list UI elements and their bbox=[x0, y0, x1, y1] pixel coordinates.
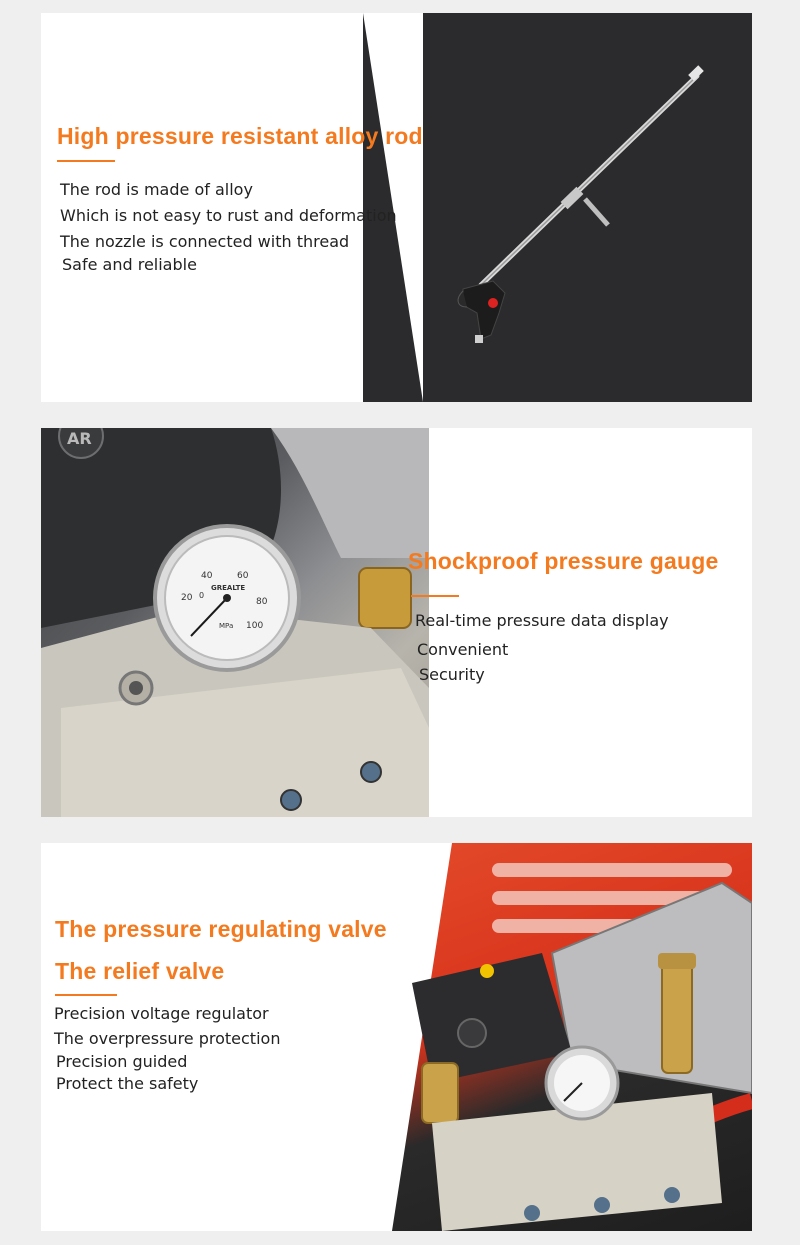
section-alloy-rod bbox=[41, 13, 752, 402]
section-title: The relief valve bbox=[55, 958, 225, 984]
pressure-gauge-photo bbox=[41, 428, 429, 817]
gauge-unit: MPa bbox=[219, 622, 234, 630]
section-pressure-gauge bbox=[41, 428, 752, 817]
section-regulating-valve bbox=[41, 843, 752, 1231]
gauge-tick: 60 bbox=[237, 571, 249, 581]
gauge-tick: 80 bbox=[256, 597, 268, 607]
feature-line: Which is not easy to rust and deformation bbox=[60, 206, 397, 225]
pressure-gauge-illustration bbox=[41, 428, 429, 817]
section-title: Shockproof pressure gauge bbox=[408, 548, 719, 574]
section-title: High pressure resistant alloy rod bbox=[57, 123, 423, 149]
feature-line: Security bbox=[419, 665, 485, 684]
feature-line: Real-time pressure data display bbox=[415, 611, 669, 630]
gauge-tick: 0 bbox=[199, 591, 205, 600]
feature-line: Convenient bbox=[417, 640, 509, 659]
spray-lance-photo bbox=[363, 13, 752, 402]
feature-line: The overpressure protection bbox=[54, 1029, 281, 1048]
regulating-valve-illustration bbox=[392, 843, 752, 1231]
pump-logo: AR bbox=[67, 429, 92, 448]
title-underline bbox=[411, 595, 459, 597]
spray-lance-illustration bbox=[363, 13, 752, 402]
feature-line: Precision voltage regulator bbox=[54, 1004, 269, 1023]
feature-line: Safe and reliable bbox=[62, 255, 197, 274]
feature-line: The nozzle is connected with thread bbox=[60, 232, 350, 251]
title-underline bbox=[57, 160, 115, 162]
feature-line: Protect the safety bbox=[56, 1074, 199, 1093]
gauge-tick: 20 bbox=[181, 593, 193, 603]
gauge-brand: GREALTE bbox=[211, 584, 246, 592]
title-underline bbox=[55, 994, 117, 996]
section-title: The pressure regulating valve bbox=[55, 916, 387, 942]
feature-line: The rod is made of alloy bbox=[60, 180, 253, 199]
gauge-tick: 100 bbox=[246, 621, 264, 631]
gauge-tick: 40 bbox=[201, 571, 213, 581]
regulating-valve-photo bbox=[392, 843, 752, 1231]
feature-line: Precision guided bbox=[56, 1052, 188, 1071]
